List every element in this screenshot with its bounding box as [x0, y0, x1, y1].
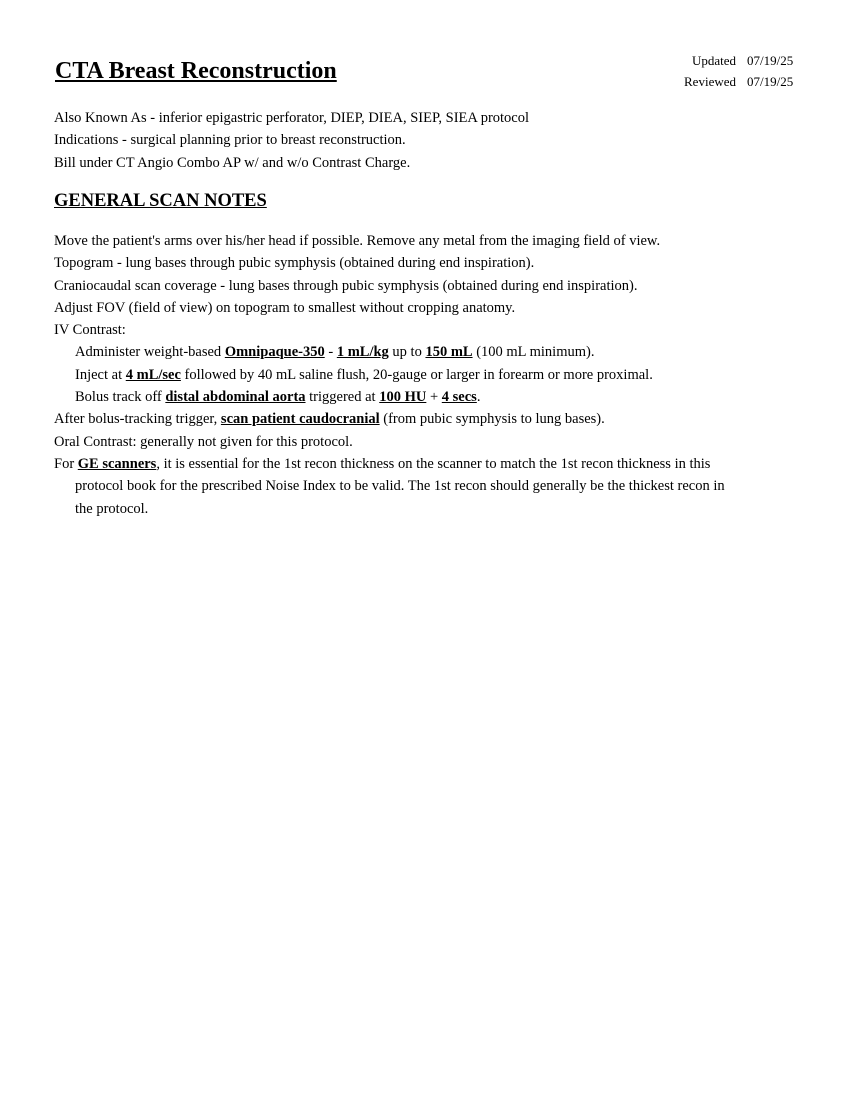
iv-bolus-line — [54, 387, 725, 409]
reviewed-row — [672, 74, 793, 95]
iv-dose-prefix: Administer weight-based — [75, 344, 225, 361]
iv-contrast-label: IV Contrast: — [54, 322, 126, 339]
bolus-location: distal abdominal aorta — [165, 389, 306, 406]
iv-dose-suffix: (100 mL minimum). — [472, 344, 595, 361]
ge-note-line-2: protocol book for the prescribed Noise Index to be valid. The 1st recon should generally be the thickest recon in — [75, 478, 725, 495]
iv-bolus-mid: triggered at — [305, 389, 380, 406]
iv-dose-upto: up to — [388, 344, 426, 361]
trigger-line — [54, 409, 725, 431]
topogram-note: Topogram - lung bases through pubic symphysis (obtained during end inspiration). — [54, 255, 535, 272]
iv-inject-prefix: Inject at — [75, 366, 126, 383]
ge-prefix: For — [54, 455, 78, 472]
trigger-delay: 4 secs — [441, 389, 477, 406]
billing-note: Bill under CT Angio Combo AP w/ and w/o Contrast Charge. — [54, 154, 411, 171]
trigger-threshold: 100 HU — [379, 389, 427, 406]
updated-date: 07/19/25 — [747, 53, 794, 68]
positioning-note: Move the patient's arms over his/her head if possible. Remove any metal from the imaging field of view. — [54, 233, 661, 249]
ge-scanners: GE scanners — [77, 455, 157, 472]
reviewed-date: 07/19/25 — [747, 74, 794, 89]
ge-note-line-3: the protocol. — [75, 500, 149, 517]
indications: Indications - surgical planning prior to breast reconstruction. — [54, 132, 406, 149]
iv-inject-suffix: followed by 40 mL saline flush, 20-gauge or larger in forearm or more proximal. — [180, 366, 653, 383]
dose-per-kg: 1 mL/kg — [336, 344, 389, 361]
iv-inject-line — [54, 365, 725, 387]
scan-direction: scan patient caudocranial — [220, 411, 380, 428]
trigger-prefix: After bolus-tracking trigger, — [54, 411, 221, 428]
oral-contrast-note: Oral Contrast: generally not given for this protocol. — [54, 433, 353, 450]
coverage-note: Craniocaudal scan coverage - lung bases through pubic symphysis (obtained during end inspiration). — [54, 277, 638, 294]
iv-bolus-prefix: Bolus track off — [75, 389, 166, 406]
page-title: CTA Breast Reconstruction — [55, 58, 337, 84]
contrast-agent: Omnipaque-350 — [224, 344, 325, 361]
section-heading: GENERAL SCAN NOTES — [54, 191, 267, 211]
updated-label: Updated — [691, 53, 736, 68]
fov-note: Adjust FOV (field of view) on topogram to smallest without cropping anatomy. — [54, 299, 516, 316]
injection-rate: 4 mL/sec — [125, 366, 181, 383]
trigger-suffix: (from pubic symphysis to lung bases). — [379, 411, 605, 428]
iv-dose-line — [54, 342, 725, 364]
intro-block — [54, 108, 529, 175]
ge-text-1: , it is essential for the 1st recon thickness on the scanner to match the 1st recon thickness in this — [156, 455, 711, 472]
also-known-as: Also Known As - inferior epigastric perforator, DIEP, DIEA, SIEP, SIEA protocol — [54, 110, 530, 126]
scan-notes — [54, 231, 725, 521]
ge-note-line-1 — [54, 454, 725, 476]
iv-dose-sep: - — [324, 344, 337, 361]
iv-bolus-plus: + — [426, 389, 442, 406]
reviewed-label: Reviewed — [684, 74, 736, 89]
revision-info — [672, 53, 793, 95]
iv-bolus-end: . — [476, 389, 481, 406]
updated-row — [672, 53, 793, 74]
max-dose: 150 mL — [425, 344, 473, 361]
